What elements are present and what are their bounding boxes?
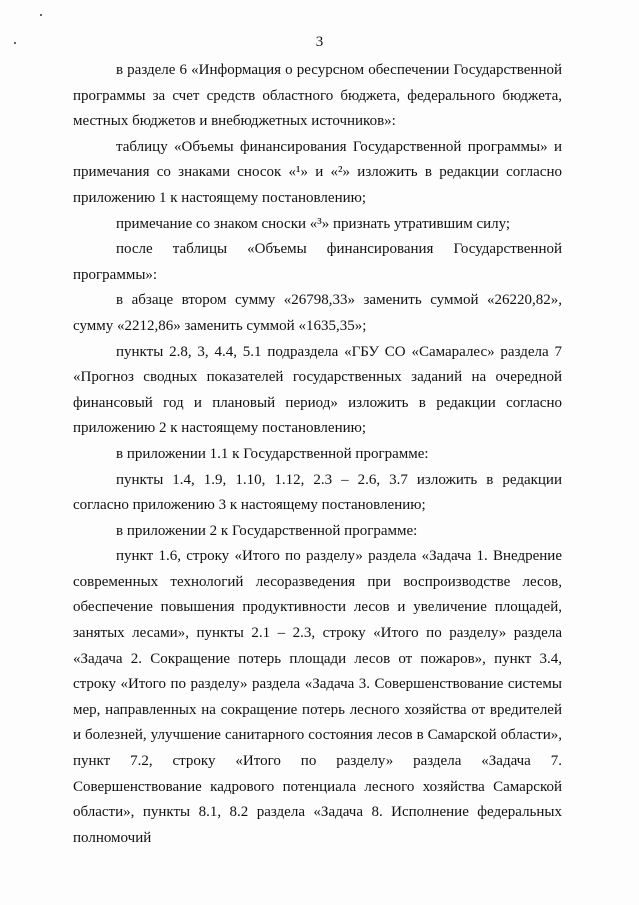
paragraph: примечание со знаком сноски «³» признать утратившим силу;	[116, 215, 511, 232]
scan-speck	[40, 14, 42, 16]
document-body	[73, 58, 562, 851]
paragraph: в приложении 1.1 к Государственной программе:	[116, 445, 429, 462]
paragraph: пункты 1.4, 1.9, 1.10, 1.12, 2.3 – 2.6, 3.7 изложить в редакции согласно приложению 3 к настоящему постановлению;	[73, 471, 562, 514]
paragraph: таблицу «Объемы финансирования Государственной программы» и примечания со знаками сносок «¹» и «²» изложить в редакции согласно приложению 1 к настоящему постановлению;	[73, 138, 562, 206]
paragraph: пункты 2.8, 3, 4.4, 5.1 подраздела «ГБУ СО «Самаралес» раздела 7 «Прогноз сводных показателей государственных заданий на очередной финансовый год и плановый период» изложить в редакции согласно приложению 2 к настоящему постановлению;	[73, 343, 562, 437]
paragraph: пункт 1.6, строку «Итого по разделу» раздела «Задача 1. Внедрение современных технологий лесоразведения при воспроизводстве лесов, обеспечение повышения продуктивности лесов и увеличение площадей, занятых лесами», пункты 2.1 – 2.3, строку «Итого по разделу» раздела «Задача 2. Сокращение потерь площади лесов от пожаров», пункт 3.4, строку «Итого по разделу» раздела «Задача 3. Совершенствование системы мер, направленных на сокращение потерь лесного хозяйства от вредителей и болезней, улучшение санитарного состояния лесов в Самарской области», пункт 7.2, строку «Итого по разделу» раздела «Задача 7. Совершенствование кадрового потенциала лесного хозяйства Самарской области», пункты 8.1, 8.2 раздела «Задача 8. Исполнение федеральных полномочий	[73, 548, 562, 846]
paragraph: в приложении 2 к Государственной программе:	[116, 522, 418, 539]
page-number: 3	[315, 34, 324, 50]
paragraph: в абзаце втором сумму «26798,33» заменить суммой «26220,82», сумму «2212,86» заменить суммой «1635,35»;	[73, 292, 562, 334]
paragraph: после таблицы «Объемы финансирования Государственной программы»:	[73, 241, 562, 283]
paragraph: в разделе 6 «Информация о ресурсном обеспечении Государственной программы за счет средств областного бюджета, федерального бюджета, местных бюджетов и внебюджетных источников»:	[73, 62, 562, 130]
